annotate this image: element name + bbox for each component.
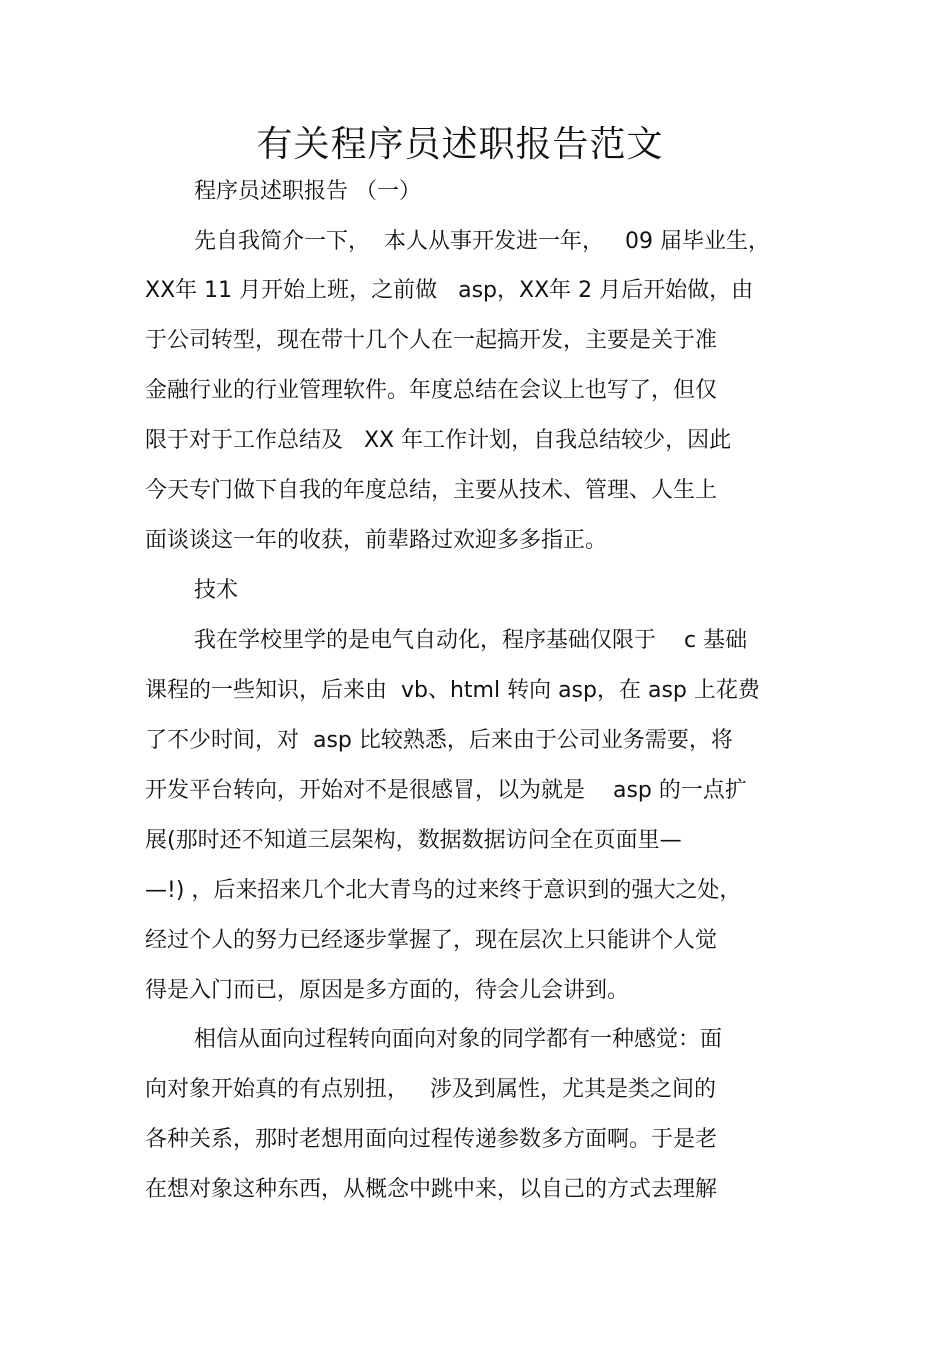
paragraph-line: 于公司转型，现在带十几个人在一起搞开发，主要是关于准 <box>145 328 718 353</box>
paragraph-line: XX年 11 月开始上班，之前做 asp，XX年 2 月后开始做，由 <box>145 278 754 303</box>
paragraph-line: 向对象开始真的有点别扭， 涉及到属性，尤其是类之间的 <box>145 1077 716 1102</box>
paragraph-line: 先自我简介一下， 本人从事开发进一年， 09 届毕业生， <box>194 229 770 254</box>
paragraph-line: 今天专门做下自我的年度总结，主要从技术、管理、人生上 <box>145 478 718 503</box>
paragraph-line: 相信从面向过程转向面向对象的同学都有一种感觉：面 <box>194 1027 723 1052</box>
paragraph-line: 在想对象这种东西，从概念中跳中来，以自己的方式去理解 <box>145 1177 718 1202</box>
paragraph-line: 得是入门而已，原因是多方面的，待会儿会讲到。 <box>145 978 630 1003</box>
section-heading-tech: 技术 <box>194 578 239 603</box>
paragraph-line: 面谈谈这一年的收获，前辈路过欢迎多多指正。 <box>145 528 608 553</box>
paragraph-line: 各种关系，那时老想用面向过程传递参数多方面啊。于是老 <box>145 1127 718 1152</box>
paragraph-line: 了不少时间，对 asp 比较熟悉，后来由于公司业务需要，将 <box>145 728 733 753</box>
document-title: 有关程序员述职报告范文 <box>256 124 664 165</box>
paragraph-line: —!) ，后来招来几个北大青鸟的过来终于意识到的强大之处， <box>145 878 742 903</box>
paragraph-line: 限于对于工作总结及 XX 年工作计划，自我总结较少，因此 <box>145 428 732 453</box>
section-heading-1: 程序员述职报告 （一） <box>194 179 421 204</box>
paragraph-line: 课程的一些知识，后来由 vb、html 转向 asp，在 asp 上花费 <box>145 678 760 703</box>
paragraph-line: 金融行业的行业管理软件。年度总结在会议上也写了，但仅 <box>145 378 718 403</box>
paragraph-line: 展(那时还不知道三层架构，数据数据访问全在页面里— <box>145 828 682 853</box>
paragraph-line: 开发平台转向，开始对不是很感冒，以为就是 asp 的一点扩 <box>145 778 747 803</box>
paragraph-line: 我在学校里学的是电气自动化，程序基础仅限于 c 基础 <box>194 628 748 653</box>
paragraph-line: 经过个人的努力已经逐步掌握了，现在层次上只能讲个人觉 <box>145 928 718 953</box>
